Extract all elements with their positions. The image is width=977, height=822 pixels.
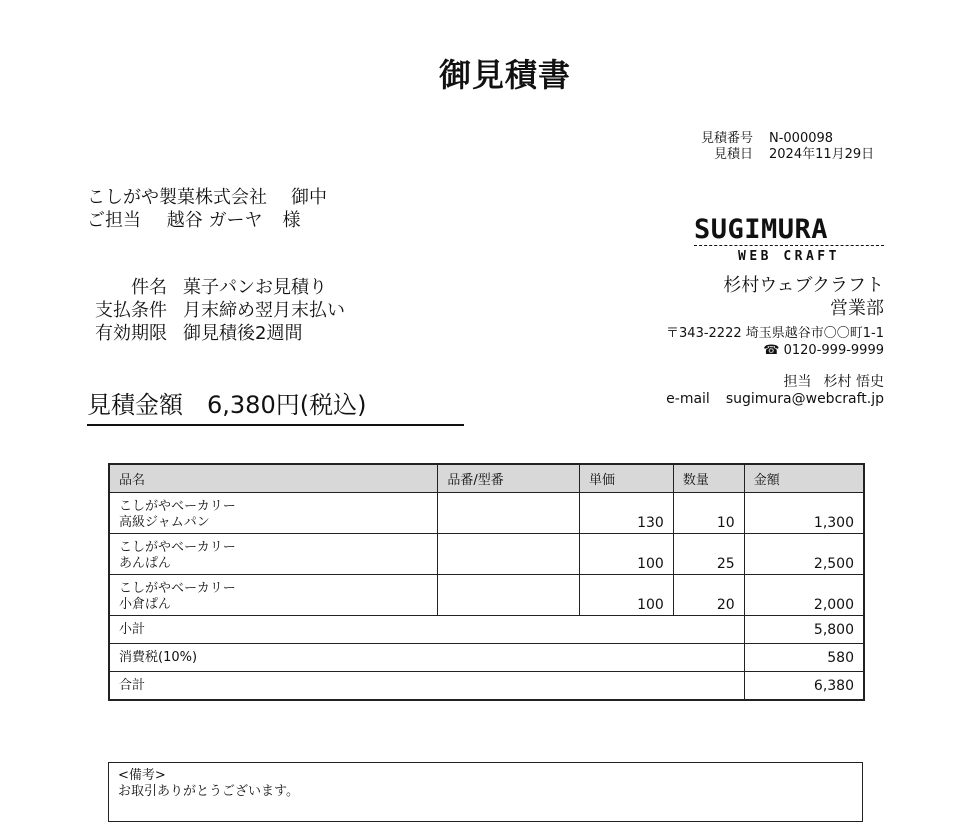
- logo-sub-text: WEB CRAFT: [738, 249, 840, 264]
- item-name: 小倉ぱん: [119, 597, 172, 612]
- item-unit-price: 100: [580, 575, 674, 616]
- table-row: [109, 575, 864, 616]
- item-amount: 2,000: [744, 575, 864, 616]
- subtotal-value: 5,800: [744, 616, 864, 644]
- item-unit-price: 130: [580, 493, 674, 534]
- items-table: [108, 463, 865, 701]
- estimate-date: 2024年11月29日: [769, 147, 875, 162]
- term-label: 有効期限: [95, 323, 167, 344]
- total-value: 6,380: [744, 672, 864, 701]
- item-amount: 1,300: [744, 493, 864, 534]
- company-logo: [694, 216, 884, 264]
- client-block: [87, 186, 327, 232]
- item-name-cell: [109, 534, 438, 575]
- term-row: [87, 322, 345, 345]
- item-quantity: 20: [673, 575, 744, 616]
- issuer-person: 杉村 悟史: [823, 374, 884, 390]
- item-code: [438, 575, 580, 616]
- table-row: [109, 493, 864, 534]
- issuer-address: 〒343-2222 埼玉県越谷市〇〇町1-1: [666, 326, 884, 341]
- issuer-tel: ☎ 0120-999-9999: [763, 343, 884, 358]
- issuer-email-label: e-mail: [666, 391, 710, 407]
- subtotal-label: 小計: [109, 616, 744, 644]
- header-item-code: 品番/型番: [438, 464, 580, 493]
- item-brand: こしがやベーカリー: [119, 581, 236, 596]
- logo-main-text: SUGIMURA: [694, 214, 829, 245]
- total-row: [109, 672, 864, 701]
- item-unit-price: 100: [580, 534, 674, 575]
- item-brand: こしがやベーカリー: [119, 540, 236, 555]
- notes-label: <備考>: [118, 768, 166, 783]
- item-name-cell: [109, 493, 438, 534]
- term-row: [87, 299, 345, 322]
- tax-label: 消費税(10%): [109, 644, 744, 672]
- estimate-total-value: 6,380円(税込): [207, 391, 367, 419]
- item-name: あんぱん: [119, 556, 172, 571]
- term-value: 御見積後2週間: [183, 323, 303, 344]
- item-code: [438, 493, 580, 534]
- term-row: [87, 276, 345, 299]
- header-quantity: 数量: [673, 464, 744, 493]
- tax-row: [109, 644, 864, 672]
- issuer-email: sugimura@webcraft.jp: [725, 391, 884, 407]
- term-value: 月末締め翌月末払い: [183, 300, 345, 321]
- item-brand: こしがやベーカリー: [119, 499, 236, 514]
- estimate-no-label: 見積番号: [700, 131, 753, 146]
- estimate-total: [87, 388, 464, 426]
- header-unit-price: 単価: [580, 464, 674, 493]
- estimate-date-label: 見積日: [713, 147, 753, 162]
- issuer-block: [666, 274, 884, 359]
- notes-text: お取引ありがとうございます。: [118, 784, 299, 799]
- document-title: 御見積書: [438, 56, 571, 94]
- issuer-contact: [666, 374, 884, 408]
- table-header-row: [109, 464, 864, 493]
- item-name: 高級ジャムパン: [119, 515, 210, 530]
- tax-value: 580: [744, 644, 864, 672]
- terms-block: [87, 276, 345, 345]
- estimate-no: N-000098: [769, 131, 834, 146]
- table-row: [109, 534, 864, 575]
- term-value: 菓子パンお見積り: [183, 277, 327, 298]
- estimate-meta: [701, 131, 881, 163]
- client-contact-suffix: 様: [282, 210, 301, 231]
- issuer-department: 営業部: [830, 298, 884, 319]
- subtotal-row: [109, 616, 864, 644]
- item-quantity: 10: [673, 493, 744, 534]
- term-label: 件名: [131, 277, 167, 298]
- client-company: こしがや製菓株式会社: [87, 187, 267, 208]
- total-label: 合計: [109, 672, 744, 701]
- header-item-name: 品名: [109, 464, 438, 493]
- item-quantity: 25: [673, 534, 744, 575]
- notes-box: [108, 762, 863, 822]
- estimate-total-label: 見積金額: [87, 391, 183, 419]
- term-label: 支払条件: [95, 300, 167, 321]
- client-contact-name: 越谷 ガーヤ: [166, 210, 263, 231]
- item-code: [438, 534, 580, 575]
- issuer-person-label: 担当: [783, 374, 812, 390]
- issuer-company: 杉村ウェブクラフト: [723, 275, 884, 296]
- client-honorific: 御中: [291, 187, 327, 208]
- item-amount: 2,500: [744, 534, 864, 575]
- header-amount: 金額: [744, 464, 864, 493]
- item-name-cell: [109, 575, 438, 616]
- client-contact-prefix: ご担当: [87, 210, 141, 231]
- logo-divider: [694, 245, 884, 246]
